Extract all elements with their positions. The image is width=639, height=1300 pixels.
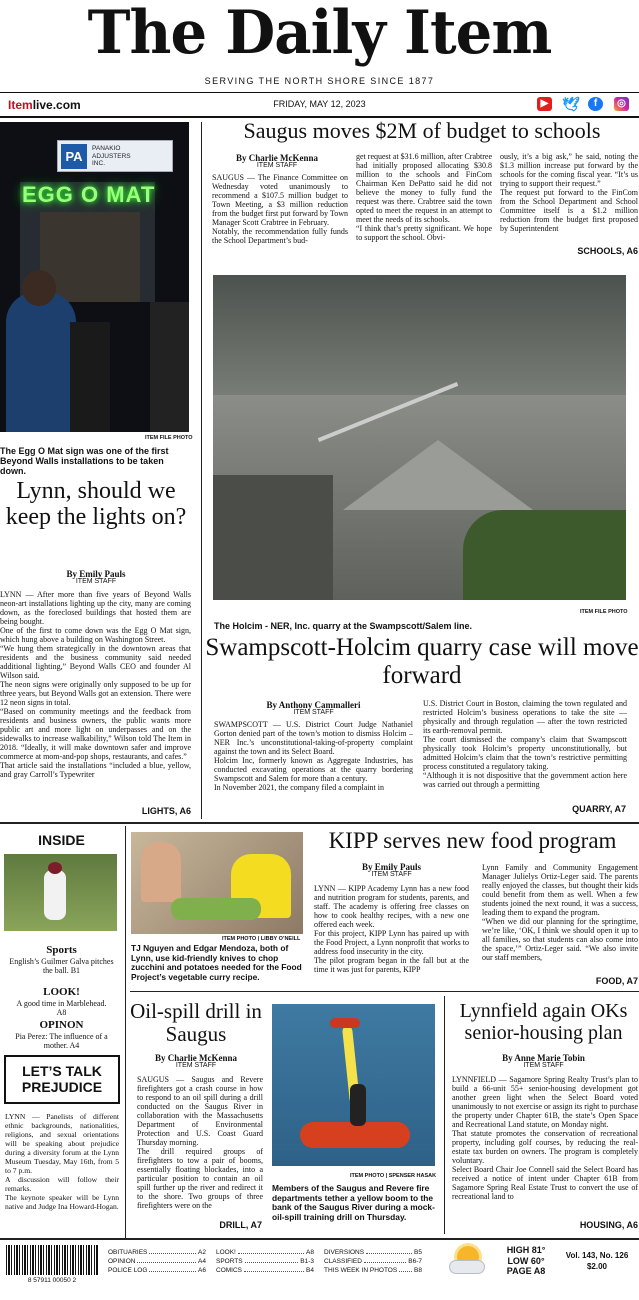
sign-line-2: ADJUSTERS [92, 152, 131, 160]
saugus-col2: get request at $31.6 million, after Crabtree had initially proposed allocating $30.8 million to the schools and FinCom Chairman Ken DePatto said he did not believe the money to fully fund the request was there. Crabtree said the town opted to meet the request in an attempt to meet the needs of its schools. “I think that’s pretty significant. We hope to support the school. Obvi- [356, 152, 492, 242]
barcode [6, 1245, 98, 1275]
person-blue-jacket [6, 292, 76, 432]
lynnfield-divider [444, 996, 445, 1234]
drill-credit: ITEM PHOTO | SPENSER HASAK [350, 1173, 437, 1179]
partly-cloudy-icon [447, 1246, 489, 1278]
sports-text: English’s Guilmer Galva pitches the ball. B1 [9, 957, 114, 975]
look-text: A good time in Marblehead. A8 [16, 999, 107, 1017]
kipp-headline: KIPP serves new food program [328, 828, 617, 853]
quarry-photo [213, 275, 626, 600]
talk-body: LYNN — Panelists of different ethnic backgrounds, nationalities, religions, and sexual orientations will be speaking about prejudice during a diversity forum at the Lynn Museum Tuesday, May 16th, from 5 to 7 p.m. A discussion will follow their remarks. The keynote speaker will be Lynn native and Judge Ina Howard-Hogan. [5, 1112, 119, 1211]
lights-byline: By Emily Pauls [66, 569, 126, 579]
index-page: A8 [306, 1249, 314, 1256]
kipp-photo [131, 832, 303, 934]
drill-byline: By Charlie McKenna [155, 1053, 237, 1063]
lynnfield-headline: Lynnfield again OKs senior-housing plan [459, 1000, 628, 1044]
drill-body: SAUGUS — Saugus and Revere firefighters got a crash course in how to respond to an oil spill during a drill conducted on the Saugus River in collaboration with the Massachusetts Department of Environmental Protection and U.S. Coast Guard Thursday morning. The drill required groups of firefighters to tow a pair of booms, essentially floating blockades, into a particular position to contain an oil spill further up the river and redirect it to the shore. Two groups of three firefighters were on the [137, 1075, 263, 1210]
lynnfield-body: LYNNFIELD — Sagamore Spring Realty Trust’s plan to build a 66-unit 55+ senior-housing development got another green light when the Select Board voted unanimously to not exercise or assign its right to purchase the property under Chapter 61B, the state’s Open Space and Recreational Land statute, on Monday night. That statute promotes the conservation of recreational property, including golf courses, by reducing the real-estate tax burden on owners. The program is completely voluntary. Select Board Chair Joe Connell said the Select Board has received a notice of intent under Chapter 61B from Sagamore Spring Real Estate Trust to convert the use of recreational land to [452, 1075, 638, 1201]
index-page: B5 [414, 1249, 422, 1256]
talk-box [4, 1055, 120, 1104]
section-divider [0, 822, 639, 824]
index-entry[interactable] [324, 1266, 422, 1275]
lights-jump[interactable]: LIGHTS, A6 [141, 806, 191, 816]
masthead-slogan: SERVING THE NORTH SHORE SINCE 1877 [204, 76, 435, 86]
kipp-col2: Lynn Family and Community Engagement Manager Julielys Ortiz-Leger said. The parents really enjoyed the classes, but thought their kids could benefit from them as well. When a few students joined the next round, it was a success, leading them to expand the program. “When we did our planning for the springtime, we’re like, ‘OK, I think we should open it up to all families, so that students can also come into the space,’” Ortiz-Leger said. “We also invite our staff members, [482, 863, 638, 962]
eggomat-caption: The Egg O Mat sign was one of the first Beyond Walls installations to be taken down. [0, 446, 169, 476]
saugus-col1: SAUGUS — The Finance Committee on Wednesday voted unanimously to recommend a $107.5 million budget to Town Meeting, a $3 million reduction from the budget first put forward by Town Manager Scott Crabtree in February. Notably, the recommendation fully funds the School Department’s bud- [212, 173, 348, 245]
drill-caption: Members of the Saugus and Revere fire departments tether a yellow boom to the bank of the Saugus River during a mock-oil-spill training drill on Thursday. [272, 1183, 435, 1222]
kipp-jump[interactable]: FOOD, A7 [595, 976, 638, 986]
drill-headline: Oil-spill drill in Saugus [130, 999, 262, 1047]
site-link-part-b: live.com [32, 98, 81, 112]
look-head[interactable]: LOOK! [43, 986, 80, 998]
instagram-icon[interactable]: ◎ [614, 97, 629, 111]
gravel-pile [343, 440, 533, 510]
sports-head[interactable]: Sports [46, 944, 77, 956]
weather-box [496, 1245, 556, 1277]
quarry-col1: SWAMPSCOTT — U.S. District Court Judge Nathaniel Gorton denied part of the town’s motion to dismiss Holcim – NER Inc.’s unconstitutional-taking-of-property complaint against the town and its Select Board. Holcim Inc, formerly known as Aggregate Industries, has conducted excavating operations at the quarry bordering Swampscott and Salem for more than a century. In November 2021, the company filed a complaint in [214, 720, 413, 792]
index-label: DIVERSIONS [324, 1249, 365, 1256]
lights-body: LYNN — After more than five years of Beyond Walls neon-art installations lighting up the city, many are coming down, as the foreclosed buildings that hosted them are being bought. One of the first to come down was the Egg O Mat sign, which hung above a building on Washington Street. “We hung them strategically in the downtown areas that residents and the business community said needed additional lighting,” Beyond Walls CEO and founder Al Wilson said. The neon signs were originally only supposed to be up for three years, but Beyond Walls got an extension. There were 12 neon signs in total. “Based on community meetings and the feedback from residents and business owners, the public wants more public art and more light on underpasses and on the sidewalks to increase walkability,” Wilson told The Item in 2018. “Ideally, it will make downtown safer and improve commerce at mom-and-pop shops, restaurants, and cafes.” That article said the installations “included a blue, yellow, and gray Carroll’s Typewriter [0, 590, 191, 779]
lights-headline: Lynn, should we keep the lights on? [5, 478, 187, 531]
masthead [0, 0, 639, 118]
twitter-icon[interactable]: 🕊 [562, 96, 580, 112]
quarry-caption: The Holcim - NER, Inc. quarry at the Swampscott/Salem line. [214, 621, 473, 631]
index-label: COMICS [216, 1267, 242, 1274]
price: $2.00 [586, 1262, 608, 1271]
quarry-credit: ITEM FILE PHOTO [580, 609, 628, 615]
quarry-byline: By Anthony Cammalleri [266, 700, 361, 710]
index-entry[interactable] [324, 1257, 422, 1266]
lynnfield-jump[interactable]: HOUSING, A6 [579, 1220, 638, 1230]
pitcher-cap [48, 862, 62, 874]
index-page: B4 [306, 1267, 314, 1274]
cloud-icon [449, 1260, 485, 1274]
person-middle [70, 322, 110, 432]
index-entry[interactable] [108, 1248, 206, 1257]
index-page: A4 [198, 1258, 206, 1265]
index-page: A6 [198, 1267, 206, 1274]
quarry-staff: ITEM STAFF [293, 709, 334, 716]
index-label: CLASSIFIED [324, 1258, 362, 1265]
talk-head: LET’S TALK PREJUDICE [21, 1063, 103, 1095]
opinion-text: Pia Perez: The influence of a mother. A4 [15, 1032, 108, 1050]
person-head [22, 270, 56, 306]
quarry-pit [213, 475, 333, 600]
index-entry[interactable] [324, 1248, 422, 1257]
saugus-staff: ITEM STAFF [256, 162, 298, 169]
pa-logo: PA [61, 144, 87, 169]
volume-box [558, 1250, 636, 1272]
student-left [141, 842, 181, 902]
index-label: LOOK! [216, 1249, 236, 1256]
lights-staff: ITEM STAFF [75, 578, 117, 585]
barcode-number: 8 57911 00050 2 [27, 1277, 77, 1284]
index-entry[interactable] [216, 1266, 314, 1275]
footer-rule [0, 1238, 639, 1240]
sign-line-3: INC. [92, 160, 105, 167]
masthead-rule [0, 92, 639, 93]
issue-date: FRIDAY, MAY 12, 2023 [273, 99, 366, 109]
opinion-head[interactable]: OPINON [39, 1019, 84, 1031]
kipp-col1: LYNN — KIPP Academy Lynn has a new food and nutrition program for students, parents, and staff. The academy is offering free classes on how to cook healthy recipes, with a new one offered each week. For this project, KIPP Lynn has paired up with the Food Project, a Lynn nonprofit that works to address food insecurity in the city. The pilot program began in the fall but at the time it was just for parents, KIPP [314, 884, 469, 974]
sports-photo[interactable] [4, 854, 117, 931]
neon-sign: EGG O MAT [22, 182, 156, 207]
index-page: B1-3 [300, 1258, 314, 1265]
quarry-headline: Swampscott-Holcim quarry case will move forward [205, 634, 639, 689]
eggomat-credit: ITEM FILE PHOTO [145, 435, 193, 441]
drill-photo [272, 1004, 435, 1166]
quarry-col2: U.S. District Court in Boston, claiming the town regulated and restricted Holcim’s business operations to take the site — physically and through regulation — after the town restricted its earth-removal permit. The court dismissed the company’s claim that Swampscott physically took Holcim’s property unconstitutionally, but admitted Holcim’s claim that the town’s restrictive permitting process constituted a regulatory taking. “Although it is not dispositive that the government action here was carried out through a permitting [423, 699, 627, 789]
index-col-3 [324, 1248, 422, 1275]
saugus-headline: Saugus moves $2M of budget to schools [243, 118, 601, 143]
eggomat-photo [0, 122, 189, 432]
weather-high: HIGH 81° [506, 1245, 546, 1255]
vegetation [463, 510, 626, 600]
index-page: A2 [198, 1249, 206, 1256]
index-label: OPINION [108, 1258, 136, 1265]
sign-line-1: PANAKIO [92, 145, 121, 152]
saugus-jump[interactable]: SCHOOLS, A6 [577, 246, 638, 256]
index-col-2 [216, 1248, 314, 1275]
person-right [150, 302, 189, 432]
column-divider [201, 122, 202, 819]
drill-jump[interactable]: DRILL, A7 [219, 1220, 262, 1230]
drill-staff: ITEM STAFF [175, 1062, 217, 1069]
pitcher-figure [44, 870, 66, 920]
zucchini-board [171, 898, 261, 920]
index-entry[interactable] [108, 1266, 206, 1275]
index-entry[interactable] [216, 1248, 314, 1257]
newspaper-title: The Daily Item [87, 0, 552, 68]
inside-title: INSIDE [38, 832, 85, 848]
youtube-icon[interactable]: ▶ [537, 97, 552, 111]
volume-number: Vol. 143, No. 126 [565, 1251, 629, 1260]
index-entry[interactable] [216, 1257, 314, 1266]
saugus-col3: ously, it’s a big ask,” he said, noting the $1.3 million increase put forward by the schools for the coming fiscal year. “It’s us trying to support their request.” The request put forward to the FinCom from the School Department and School Committee itself is a $1.2 million reduction from the budget first proposed by Superintendent [500, 152, 638, 233]
distant-boat [330, 1018, 360, 1028]
quarry-cliff [213, 275, 626, 405]
weather-low: LOW 60° [507, 1255, 545, 1266]
firefighter-standing [350, 1084, 366, 1126]
kipp-caption: TJ Nguyen and Edgar Mendoza, both of Lynn, use kid-friendly knives to chop zucchini and potatoes needed for the Food Project’s vegetable curry recipe. [131, 943, 302, 982]
kipp-byline: By Emily Pauls [361, 862, 421, 872]
sidebar-divider [125, 826, 126, 1238]
lynnfield-staff: ITEM STAFF [523, 1062, 564, 1069]
weather-page[interactable]: PAGE A8 [506, 1266, 546, 1276]
index-page: B6-7 [408, 1258, 422, 1265]
kipp-staff: ITEM STAFF [371, 871, 412, 878]
quarry-jump[interactable]: QUARRY, A7 [572, 804, 626, 814]
lynnfield-byline: By Anne Marie Tobin [502, 1053, 585, 1063]
index-label: POLICE LOG [108, 1267, 148, 1274]
adjusters-sign [57, 140, 173, 172]
index-label: SPORTS [216, 1258, 243, 1265]
adjusters-text [92, 145, 131, 168]
index-page: B8 [414, 1267, 422, 1274]
inside-sidebar [0, 826, 123, 1234]
index-entry[interactable] [108, 1257, 206, 1266]
kipp-divider [130, 991, 639, 992]
index-label: OBITUARIES [108, 1249, 148, 1256]
kipp-credit: ITEM PHOTO | LIBBY O’NEILL [222, 936, 301, 942]
site-link-part-a: Item [8, 98, 33, 112]
saugus-byline: By Charlie McKenna [236, 153, 318, 163]
index-col-1 [108, 1248, 206, 1275]
facebook-icon[interactable]: f [588, 97, 603, 111]
index-label: THIS WEEK IN PHOTOS [324, 1267, 398, 1274]
